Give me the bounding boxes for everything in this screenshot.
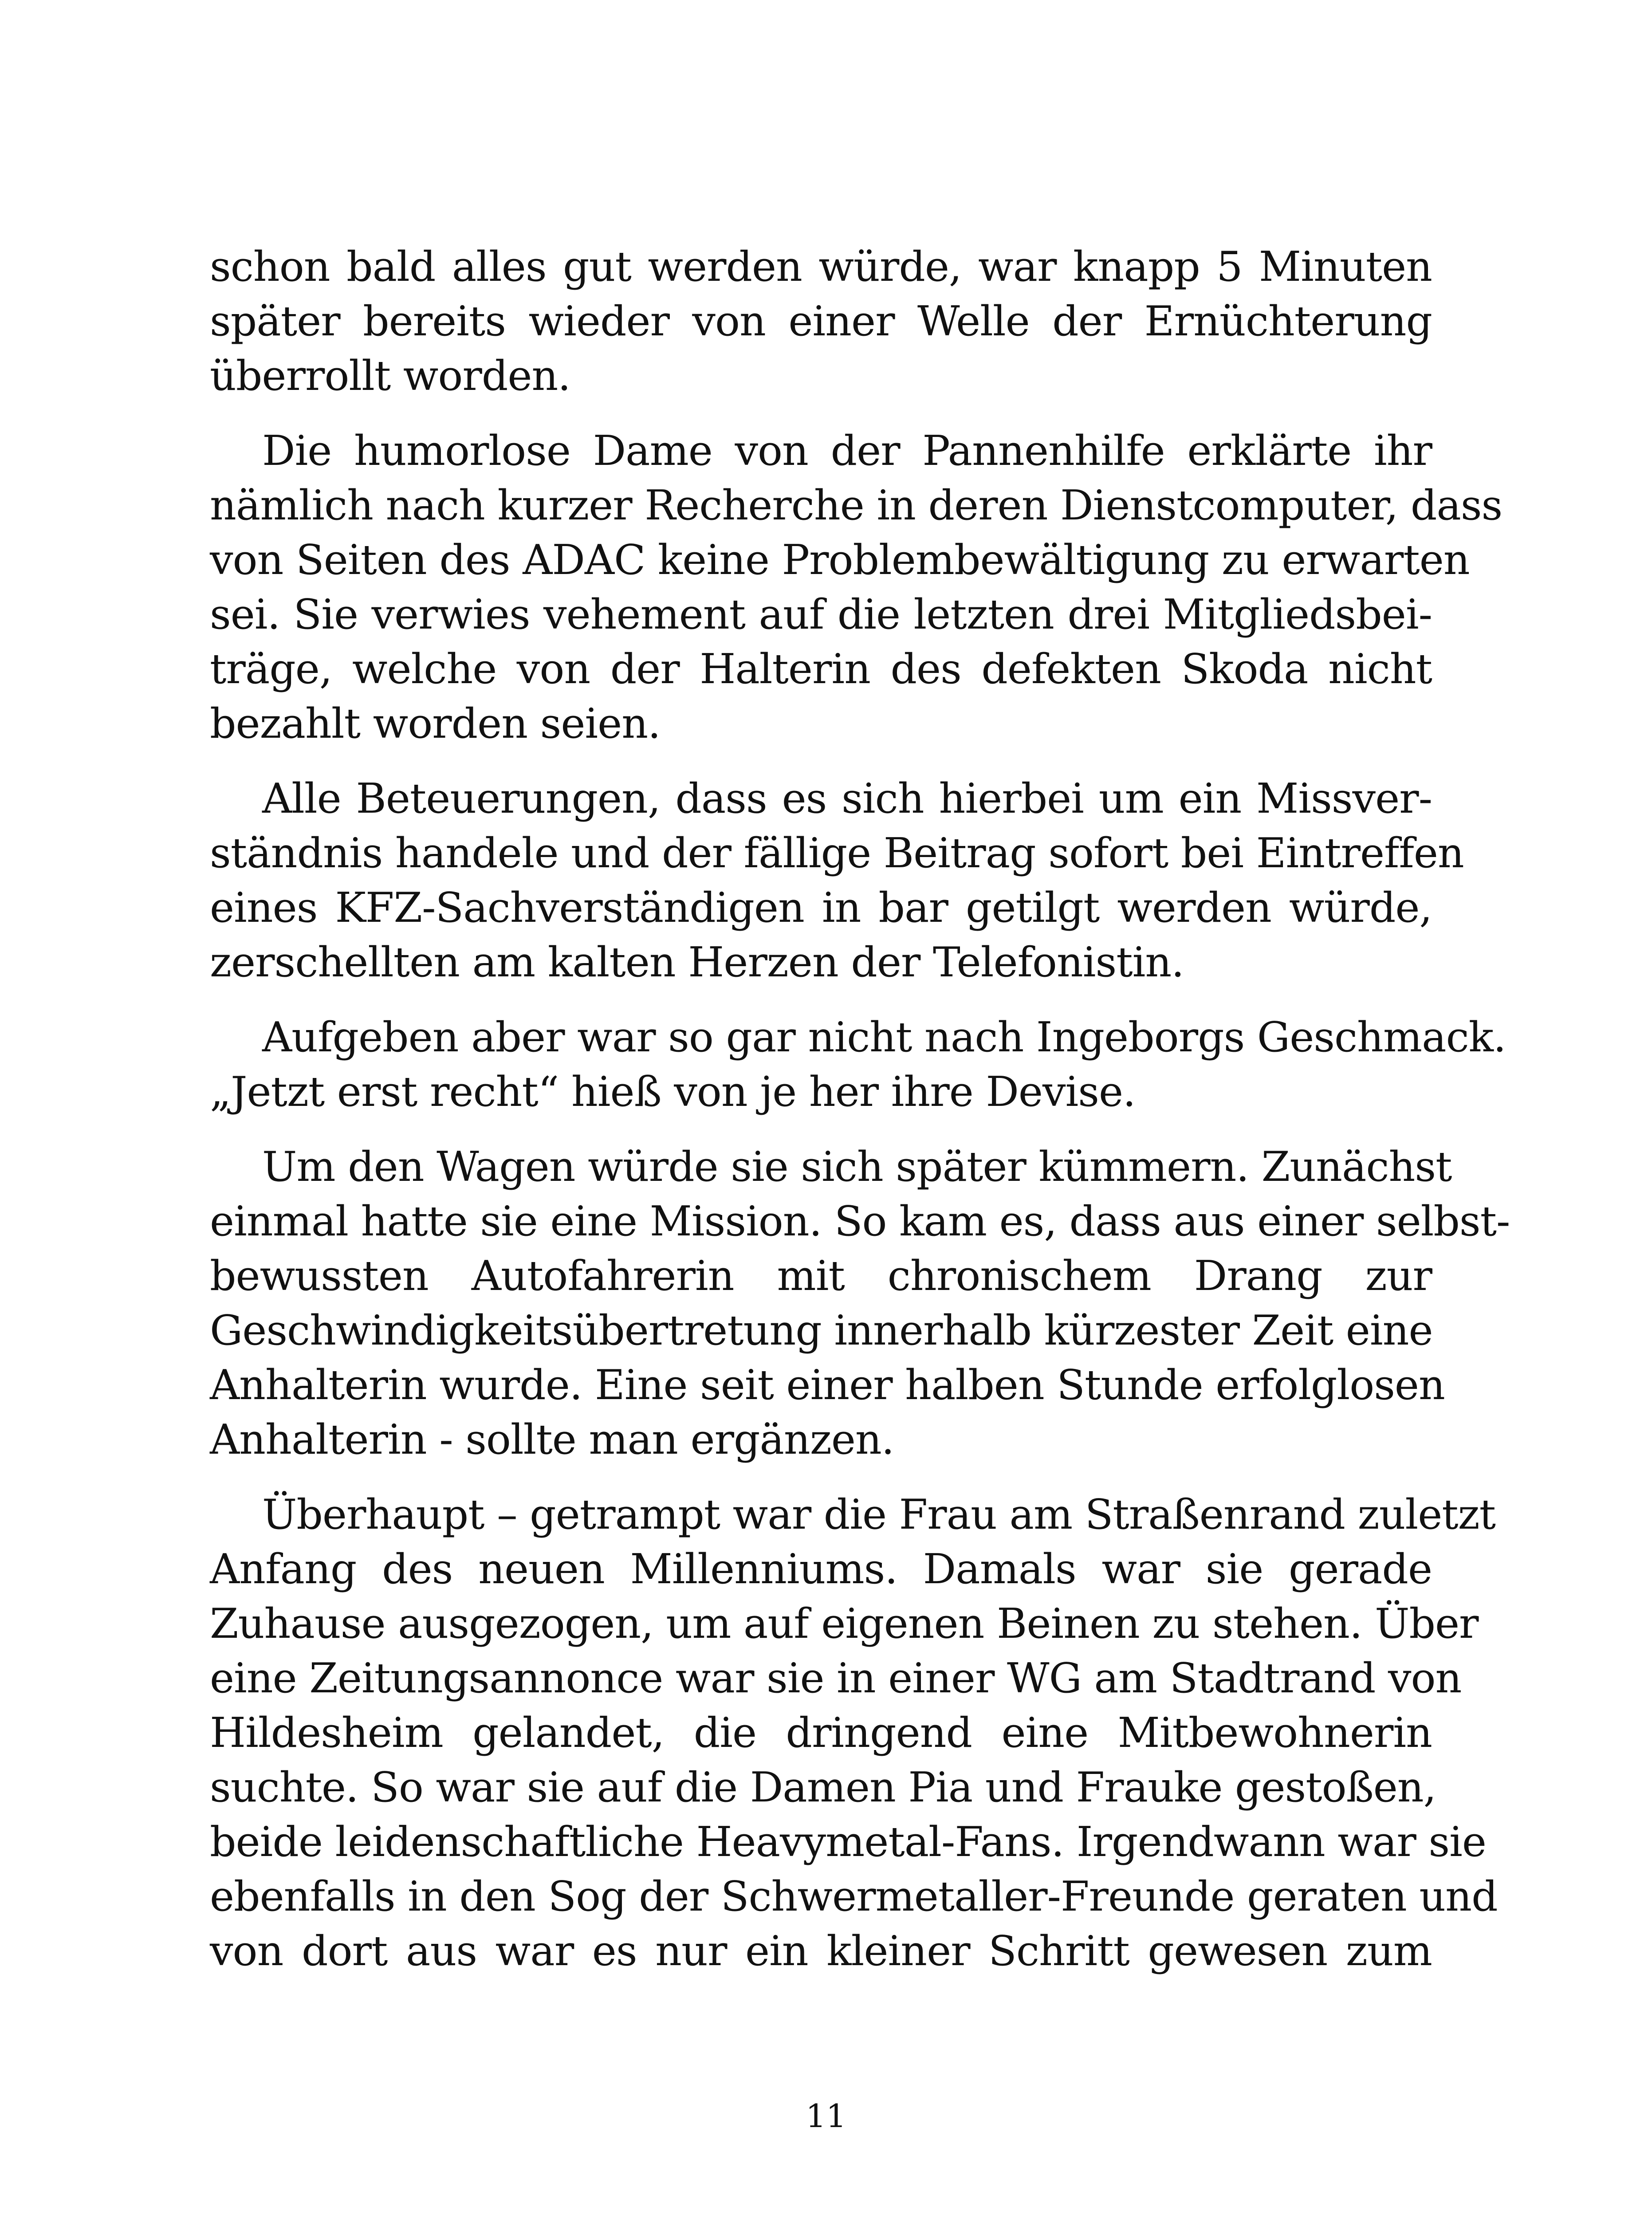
text-line: Geschwindigkeitsübertretung innerhalb kürzester Zeit eine — [210, 1306, 1433, 1354]
paragraph-3 — [210, 771, 1464, 990]
text-line: Anfang des neuen Millenniums. Damals war sie gerade — [210, 1545, 1432, 1593]
paragraph-4 — [210, 1010, 1506, 1119]
text-line: Alle Beteuerungen, dass es sich hierbei um ein Missver- — [262, 775, 1432, 822]
text-line: einmal hatte sie eine Mission. So kam es, dass aus einer selbst- — [210, 1197, 1510, 1245]
text-line: sei. Sie verwies vehement auf die letzten drei Mitgliedsbei- — [210, 590, 1432, 638]
text-line: Zuhause ausgezogen, um auf eigenen Beinen zu stehen. Über — [210, 1600, 1479, 1648]
text-line: später bereits wieder von einer Welle der Ernüchterung — [210, 297, 1432, 345]
text-line: Anhalterin - sollte man ergänzen. — [210, 1416, 894, 1463]
text-line: Um den Wagen würde sie sich später kümmern. Zunächst — [262, 1143, 1452, 1191]
paragraph-6 — [210, 1487, 1498, 1978]
text-line: suchte. So war sie auf die Damen Pia und Frauke gestoßen, — [210, 1763, 1436, 1811]
text-line: Anhalterin wurde. Eine seit einer halben Stunde erfolglosen — [210, 1361, 1445, 1409]
text-line: von dort aus war es nur ein kleiner Schritt gewesen zum — [210, 1927, 1432, 1975]
text-line: überrollt worden. — [210, 352, 570, 400]
text-line: bewussten Autofahrerin mit chronischem Drang zur — [210, 1252, 1432, 1300]
text-line: Überhaupt – getrampt war die Frau am Straßenrand zuletzt — [262, 1490, 1496, 1538]
text-line: nämlich nach kurzer Recherche in deren Dienstcomputer, dass — [210, 481, 1503, 529]
text-line: eine Zeitungsannonce war sie in einer WG am Stadtrand von — [210, 1654, 1462, 1702]
text-line: eines KFZ-Sachverständigen in bar getilgt werden würde, — [210, 884, 1432, 932]
page-number: 11 — [806, 2097, 846, 2135]
text-line: beide leidenschaftliche Heavymetal-Fans. Irgendwann war sie — [210, 1818, 1486, 1866]
page-body — [210, 240, 1510, 1999]
text-line: ebenfalls in den Sog der Schwermetaller-Freunde geraten und — [210, 1872, 1498, 1920]
text-line: bezahlt worden seien. — [210, 700, 661, 747]
text-line: Hildesheim gelandet, die dringend eine Mitbewohnerin — [210, 1709, 1432, 1757]
text-line: träge, welche von der Halterin des defekten Skoda nicht — [210, 645, 1432, 693]
text-line: zerschellten am kalten Herzen der Telefonistin. — [210, 938, 1184, 986]
text-line: ständnis handele und der fällige Beitrag sofort bei Eintreffen — [210, 829, 1464, 877]
text-line: Aufgeben aber war so gar nicht nach Ingeborgs Geschmack. — [262, 1013, 1506, 1061]
text-line: „Jetzt erst recht“ hieß von je her ihre Devise. — [210, 1068, 1136, 1116]
text-line: von Seiten des ADAC keine Problembewältigung zu erwarten — [210, 536, 1470, 584]
text-line: Die humorlose Dame von der Pannenhilfe erklärte ihr — [262, 427, 1432, 475]
paragraph-1 — [210, 240, 1432, 403]
paragraph-2 — [210, 424, 1503, 751]
paragraph-5 — [210, 1140, 1510, 1467]
text-line: schon bald alles gut werden würde, war knapp 5 Minuten — [210, 243, 1432, 291]
